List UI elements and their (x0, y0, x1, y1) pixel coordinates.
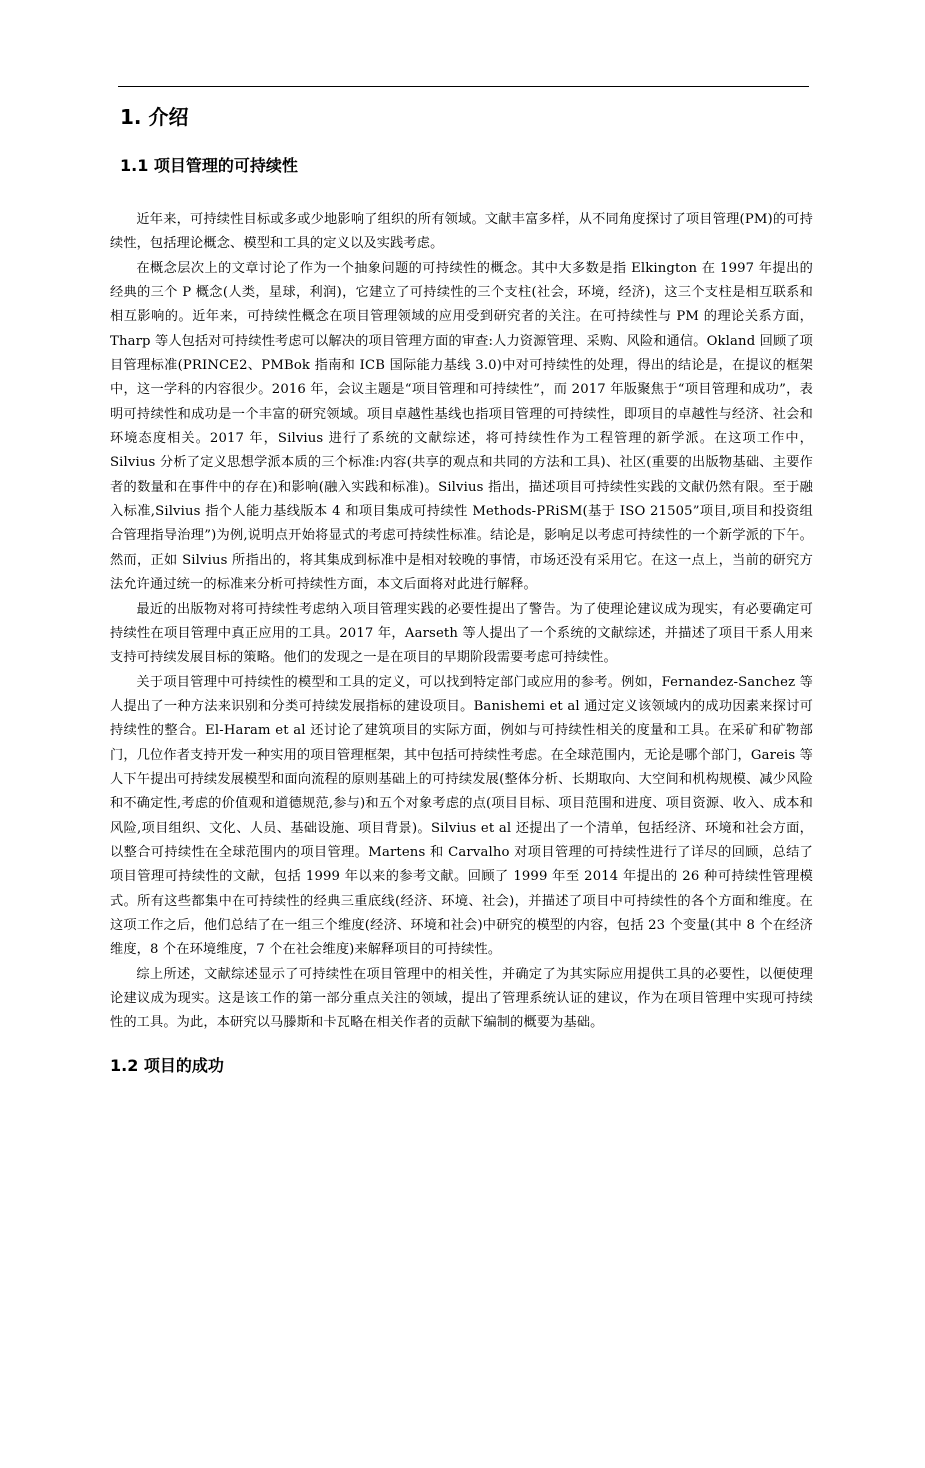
section-title: 1. 介绍 (120, 105, 189, 129)
paragraph: 近年来，可持续性目标或多或少地影响了组织的所有领域。文献丰富多样，从不同角度探讨了项目管理(PM)的可持续性，包括理论概念、模型和工具的定义以及实践考虑。 (110, 212, 813, 252)
subsection-title-project-success: 1.2 项目的成功 (110, 1055, 224, 1075)
header-rule (118, 86, 809, 87)
paragraph: 综上所述，文献综述显示了可持续性在项目管理中的相关性，并确定了为其实际应用提供工具的必要性，以便使理论建议成为现实。这是该工作的第一部分重点关注的领域，提出了管理系统认证的建议，作为在项目管理中实现可持续性的工具。为此，本研究以马滕斯和卡瓦略在相关作者的贡献下编制的概要为基础。 (110, 966, 813, 1031)
paragraph: 在概念层次上的文章讨论了作为一个抽象问题的可持续性的概念。其中大多数是指 Elkington 在 1997 年提出的经典的三个 P 概念(人类，星球，利润)，它建立了可持续性的三个支柱(社会，环境，经济)，这三个支柱是相互联系和相互影响的。近年来，可持续性概念在项目管理领域的应用受到研究者的关注。在可持续性与 PM 的理论关系方面，Tharp 等人包括对可持续性考虑可以解决的项目管理方面的审查:人力资源管理、采购、风险和通信。Okland 回顾了项目管理标准(PRINCE2、PMBok 指南和 ICB 国际能力基线 3.0)中对可持续性的处理，得出的结论是，在提议的框架中，这一学科的内容很少。2016 年，会议主题是“项目管理和可持续性”，而 2017 年版聚焦于“项目管理和成功”，表明可持续性和成功是一个丰富的研究领域。项目卓越性基线也指项目管理的可持续性，即项目的卓越性与经济、社会和环境态度相关。2017 年，Silvius 进行了系统的文献综述，将可持续性作为工程管理的新学派。在这项工作中，Silvius 分析了定义思想学派本质的三个标准:内容(共享的观点和共同的方法和工具)、社区(重要的出版物基础、主要作者的数量和在事件中的存在)和影响(融入实践和标准)。Silvius 指出，描述项目可持续性实践的文献仍然有限。至于融入标准,Silvius 指个人能力基线版本 4 和项目集成可持续性 Methods-PRiSM(基于 ISO 21505”项目,项目和投资组合管理指导治理”)为例,说明点开始将显式的考虑可持续性标准。结论是，影响足以考虑可持续性的一个新学派的下午。然而，正如 Silvius 所指出的，将其集成到标准中是相对较晚的事情，市场还没有采用它。在这一点上，当前的研究方法允许通过统一的标准来分析可持续性方面，本文后面将对此进行解释。 (110, 260, 813, 593)
paragraph: 最近的出版物对将可持续性考虑纳入项目管理实践的必要性提出了警告。为了使理论建议成为现实，有必要确定可持续性在项目管理中真正应用的工具。2017 年，Aarseth 等人提出了一个系统的文献综述，并描述了项目干系人用来支持可持续发展目标的策略。他们的发现之一是在项目的早期阶段需要考虑可持续性。 (110, 601, 813, 666)
paragraph: 关于项目管理中可持续性的模型和工具的定义，可以找到特定部门或应用的参考。例如，Fernandez-Sanchez 等人提出了一种方法来识别和分类可持续发展指标的建设项目。Banishemi et al 通过定义该领域内的成功因素来探讨可持续性的整合。El-Haram et al 还讨论了建筑项目的实际方面，例如与可持续性相关的度量和工具。在采矿和矿物部门，几位作者支持开发一种实用的项目管理框架，其中包括可持续性考虑。在全球范围内，无论是哪个部门，Gareis 等人下午提出可持续发展模型和面向流程的原则基础上的可持续发展(整体分析、长期取向、大空间和机构规模、减少风险和不确定性,考虑的价值观和道德规范,参与)和五个对象考虑的点(项目目标、项目范围和进度、项目资源、收入、成本和风险,项目组织、文化、人员、基础设施、项目背景)。Silvius et al 还提出了一个清单，包括经济、环境和社会方面，以整合可持续性在全球范围内的项目管理。Martens 和 Carvalho 对项目管理的可持续性进行了详尽的回顾，总结了项目管理可持续性的文献，包括 1999 年以来的参考文献。回顾了 1999 年至 2014 年提出的 26 种可持续性管理模式。所有这些都集中在可持续性的经典三重底线(经济、环境、社会)，并描述了项目中可持续性的各个方面和维度。在这项工作之后，他们总结了在一组三个维度(经济、环境和社会)中研究的模型的内容，包括 23 个变量(其中 8 个在经济维度，8 个在环境维度，7 个在社会维度)来解释项目的可持续性。 (110, 674, 813, 958)
body-text (110, 208, 813, 1036)
subsection-title-sustainability: 1.1 项目管理的可持续性 (120, 156, 298, 175)
page-content (110, 96, 813, 1078)
